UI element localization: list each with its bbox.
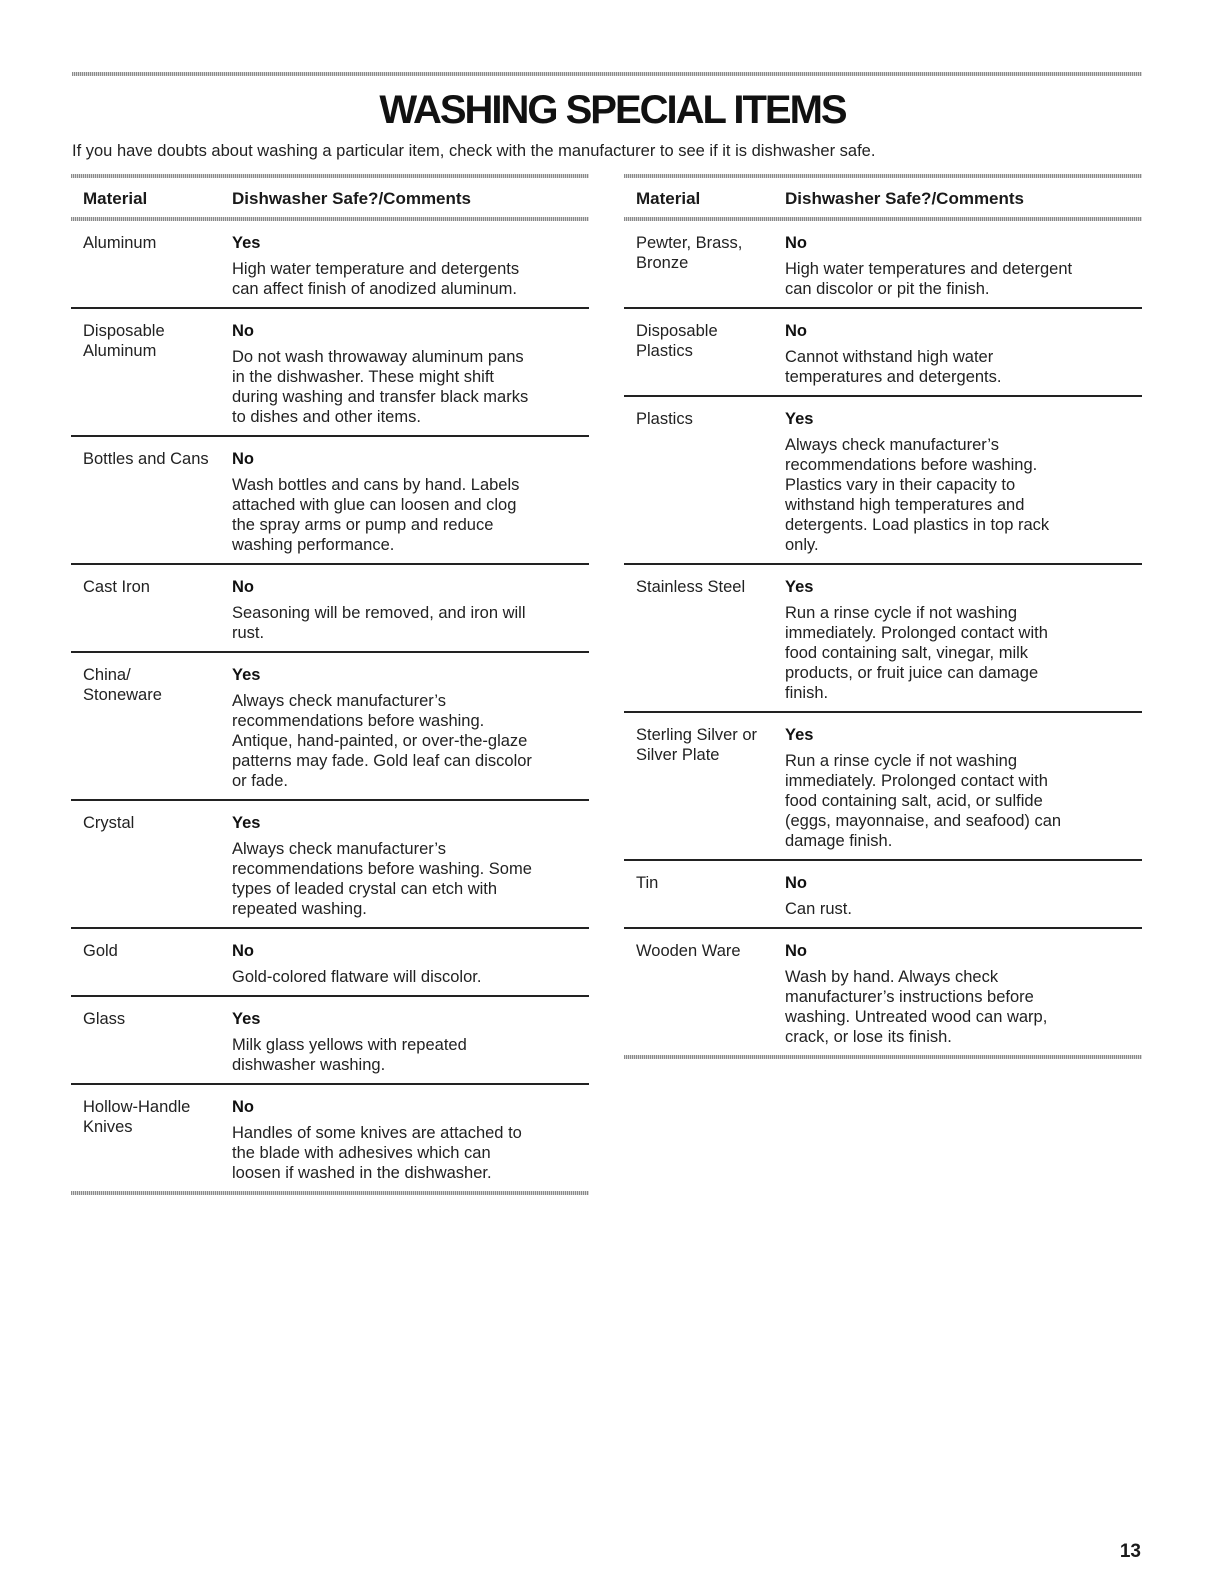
table-row <box>624 565 1142 713</box>
comments-cell <box>785 725 1142 851</box>
table-row <box>71 801 589 929</box>
safe-status: No <box>232 942 254 960</box>
safe-status: No <box>232 1098 254 1116</box>
comments-cell <box>232 577 589 643</box>
table-row <box>624 397 1142 565</box>
comments-cell <box>785 321 1142 387</box>
safe-status: No <box>785 942 807 960</box>
comment-text: Cannot withstand high water temperatures and detergents. <box>785 348 1002 386</box>
material-cell: Disposable Aluminum <box>83 322 165 360</box>
table-bottom-rule <box>71 1191 589 1195</box>
comment-text: High water temperatures and detergent can discolor or pit the finish. <box>785 260 1073 298</box>
comment-text: Wash by hand. Always check manufacturer’s instructions before washing. Untreated wood can warp, crack, or lose its finish. <box>785 968 1048 1046</box>
material-cell: Glass <box>83 1010 126 1028</box>
comment-text: Always check manufacturer’s recommendations before washing. Some types of leaded crystal can etch with repeated washing. <box>232 840 532 918</box>
table-bottom-rule <box>624 1055 1142 1059</box>
table-header <box>71 178 589 217</box>
page-title: WASHING SPECIAL ITEMS <box>379 88 846 132</box>
comments-cell <box>232 321 589 427</box>
comments-cell <box>232 665 589 791</box>
safe-status: No <box>785 322 807 340</box>
header-comments: Dishwasher Safe?/Comments <box>232 189 472 208</box>
material-cell: Sterling Silver or Silver Plate <box>636 726 758 764</box>
table-row <box>624 309 1142 397</box>
material-cell: Plastics <box>636 410 693 428</box>
comment-text: Do not wash throwaway aluminum pans in the dishwasher. These might shift during washing and transfer black marks to dishes and other items. <box>232 348 529 426</box>
comment-text: Gold-colored flatware will discolor. <box>232 968 482 986</box>
header-comments: Dishwasher Safe?/Comments <box>785 189 1025 208</box>
safe-status: Yes <box>232 1010 261 1028</box>
table-row <box>624 861 1142 929</box>
table-row <box>71 929 589 997</box>
comment-text: Milk glass yellows with repeated dishwasher washing. <box>232 1036 467 1074</box>
safe-status: Yes <box>232 814 261 832</box>
page-number: 13 <box>1119 1541 1141 1562</box>
table-row <box>624 221 1142 309</box>
comment-text: Can rust. <box>785 900 852 918</box>
material-cell: Crystal <box>83 814 135 832</box>
comments-cell <box>232 813 589 919</box>
comment-text: Always check manufacturer’s recommendations before washing. Plastics vary in their capacity to withstand high temperatures and detergents. Load plastics in top rack only. <box>785 436 1050 554</box>
material-cell: Disposable Plastics <box>636 322 718 360</box>
table-row <box>71 221 589 309</box>
comments-cell <box>232 233 589 299</box>
safe-status: No <box>785 874 807 892</box>
comment-text: High water temperature and detergents can affect finish of anodized aluminum. <box>232 260 520 298</box>
table-row <box>624 713 1142 861</box>
material-cell: Wooden Ware <box>636 942 741 960</box>
comments-cell <box>785 873 1142 919</box>
left-table <box>71 174 589 1195</box>
safe-status: No <box>232 578 254 596</box>
right-table <box>624 174 1142 1059</box>
table-row <box>71 437 589 565</box>
header-material: Material <box>636 189 701 208</box>
top-hatched-rule <box>72 72 1142 76</box>
comments-cell <box>232 1009 589 1075</box>
table-row <box>71 1085 589 1191</box>
comments-cell <box>785 941 1142 1047</box>
comment-text: Always check manufacturer’s recommendations before washing. Antique, hand-painted, or over-the-glaze patterns may fade. Gold leaf can discolor or fade. <box>232 692 532 790</box>
safe-status: No <box>785 234 807 252</box>
safe-status: Yes <box>785 578 814 596</box>
safe-status: Yes <box>232 666 261 684</box>
table-row <box>71 309 589 437</box>
safe-status: Yes <box>785 726 814 744</box>
comments-cell <box>232 941 589 987</box>
comments-cell <box>785 577 1142 703</box>
table-row <box>624 929 1142 1055</box>
safe-status: No <box>232 450 254 468</box>
comments-cell <box>232 449 589 555</box>
comment-text: Run a rinse cycle if not washing immediately. Prolonged contact with food containing salt, acid, or sulfide (eggs, mayonnaise, and seafood) can damage finish. <box>785 752 1062 850</box>
material-cell: Pewter, Brass, Bronze <box>636 234 743 272</box>
intro-text: If you have doubts about washing a particular item, check with the manufacturer to see if it is dishwasher safe. <box>72 142 876 160</box>
material-cell: Bottles and Cans <box>83 450 209 468</box>
table-row <box>71 997 589 1085</box>
material-cell: Gold <box>83 942 118 960</box>
material-cell: Cast Iron <box>83 578 150 596</box>
comment-text: Handles of some knives are attached to the blade with adhesives which can loosen if washed in the dishwasher. <box>232 1124 522 1182</box>
material-cell: China/ Stoneware <box>83 666 162 704</box>
safe-status: No <box>232 322 254 340</box>
material-cell: Hollow-Handle Knives <box>83 1098 191 1136</box>
comment-text: Wash bottles and cans by hand. Labels attached with glue can loosen and clog the spray arms or pump and reduce washing performance. <box>232 476 520 554</box>
safe-status: Yes <box>785 410 814 428</box>
comment-text: Seasoning will be removed, and iron will rust. <box>232 604 526 642</box>
right-table-body <box>624 221 1142 1055</box>
table-header <box>624 178 1142 217</box>
comments-cell <box>232 1097 589 1183</box>
comment-text: Run a rinse cycle if not washing immediately. Prolonged contact with food containing salt, vinegar, milk products, or fruit juice can damage finish. <box>785 604 1048 702</box>
safe-status: Yes <box>232 234 261 252</box>
comments-cell <box>785 233 1142 299</box>
header-material: Material <box>83 189 148 208</box>
left-table-body <box>71 221 589 1191</box>
table-row <box>71 565 589 653</box>
material-cell: Tin <box>636 874 659 892</box>
table-row <box>71 653 589 801</box>
material-cell: Stainless Steel <box>636 578 746 596</box>
material-cell: Aluminum <box>83 234 157 252</box>
comments-cell <box>785 409 1142 555</box>
